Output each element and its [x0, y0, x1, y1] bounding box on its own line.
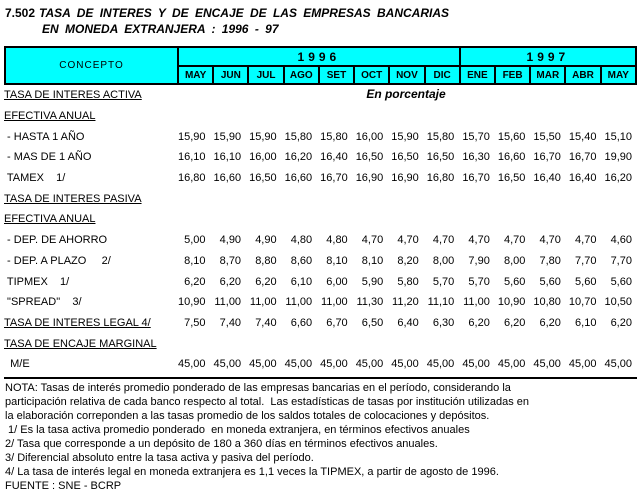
value-cell: 11,00 — [285, 296, 313, 309]
value-cell: 8,80 — [255, 254, 277, 267]
value-cell: 15,90 — [249, 130, 277, 143]
value-cell: 45,00 — [178, 358, 206, 371]
value-cell: 16,80 — [178, 172, 206, 185]
table-title-line2: EN MONEDA EXTRANJERA : 1996 - 97 — [42, 22, 279, 36]
value-cell: 6,10 — [290, 275, 313, 288]
value-cell: 8,10 — [326, 254, 348, 267]
year-header-row — [5, 47, 636, 66]
table-row — [4, 313, 637, 334]
note-line: NOTA: Tasas de interés promedio ponderado de las empresas bancarias en el período, considerando la — [5, 382, 511, 394]
value-cell: 16,40 — [533, 172, 561, 185]
value-cell: 7,40 — [255, 316, 277, 329]
value-cell: 45,00 — [568, 358, 597, 371]
table-bottom-rule — [4, 377, 637, 379]
row-label: TASA DE INTERES PASIVA — [4, 192, 142, 205]
value-cell: 16,70 — [568, 151, 597, 164]
table-body — [4, 85, 637, 375]
month-header-may-1996: MAY — [178, 66, 213, 84]
row-label: M/E — [4, 358, 30, 371]
value-cell: 8,00 — [503, 254, 526, 267]
value-cell: 6,00 — [326, 275, 348, 288]
value-cell: 15,70 — [462, 130, 490, 143]
value-cell: 16,10 — [213, 151, 242, 164]
value-cell: 6,20 — [610, 316, 632, 329]
value-cell: 45,00 — [533, 358, 561, 371]
unit-note: En porcentaje — [366, 87, 446, 101]
value-cell: 4,90 — [219, 234, 242, 247]
value-cell: 16,10 — [178, 151, 206, 164]
value-cell: 45,00 — [497, 358, 526, 371]
table-row — [4, 292, 637, 313]
value-cell: 16,90 — [355, 172, 384, 185]
table-row — [4, 230, 637, 251]
value-cell: 15,90 — [178, 130, 206, 143]
value-cell: 11,20 — [392, 296, 419, 309]
table-row — [4, 354, 637, 375]
value-cell: 5,60 — [503, 275, 526, 288]
value-cell: 4,80 — [326, 234, 348, 247]
value-cell: 4,70 — [503, 234, 526, 247]
value-cell: 16,50 — [391, 151, 419, 164]
value-cell: 16,50 — [497, 172, 526, 185]
value-cell: 16,90 — [391, 172, 419, 185]
row-label: EFECTIVA ANUAL — [4, 213, 96, 226]
value-cell: 5,60 — [575, 275, 597, 288]
value-cell: 10,80 — [533, 296, 561, 309]
value-cell: 4,60 — [610, 234, 632, 247]
value-cell: 16,60 — [497, 151, 526, 164]
value-cell: 7,80 — [539, 254, 561, 267]
month-header-jun-1996: JUN — [213, 66, 248, 84]
value-cell: 4,70 — [539, 234, 561, 247]
row-label: - HASTA 1 AÑO — [4, 130, 85, 143]
value-cell: 45,00 — [320, 358, 348, 371]
value-cell: 45,00 — [249, 358, 277, 371]
value-cell: 10,90 — [497, 296, 526, 309]
value-cell: 16,50 — [355, 151, 384, 164]
value-cell: 15,80 — [284, 130, 313, 143]
value-cell: 6,20 — [539, 316, 561, 329]
value-cell: 5,60 — [539, 275, 561, 288]
value-cell: 15,80 — [426, 130, 455, 143]
value-cell: 16,50 — [249, 172, 277, 185]
value-cell: 8,10 — [361, 254, 384, 267]
value-cell: 45,00 — [391, 358, 419, 371]
note-line: la elaboración correponden a las tasas promedio de los saldos totales de colocaciones y depósitos. — [5, 410, 490, 422]
value-cell: 15,10 — [604, 130, 632, 143]
value-cell: 45,00 — [355, 358, 384, 371]
value-cell: 15,60 — [497, 130, 526, 143]
value-cell: 16,80 — [426, 172, 455, 185]
note-line: 2/ Tasa que corresponde a un depósito de 180 a 360 días en términos efectivos anuales. — [5, 438, 438, 450]
value-cell: 11,00 — [214, 296, 242, 309]
note-line: 3/ Diferencial absoluto entre la tasa activa y pasiva del período. — [5, 452, 314, 464]
value-cell: 6,20 — [468, 316, 490, 329]
value-cell: 16,00 — [249, 151, 277, 164]
period-header-table — [4, 46, 637, 85]
value-cell: 16,70 — [533, 151, 561, 164]
note-line: 4/ La tasa de interés legal en moneda extranjera es 1,1 veces la TIPMEX, a partir de agosto de 1996. — [5, 466, 499, 478]
value-cell: 4,70 — [361, 234, 384, 247]
value-cell: 11,00 — [320, 296, 348, 309]
value-cell: 7,50 — [184, 316, 206, 329]
month-header-may-1997: MAY — [601, 66, 636, 84]
table-row — [4, 333, 637, 354]
value-cell: 45,00 — [462, 358, 490, 371]
value-cell: 7,70 — [575, 254, 597, 267]
value-cell: 11,30 — [356, 296, 384, 309]
value-cell: 15,40 — [568, 130, 597, 143]
value-cell: 8,10 — [184, 254, 206, 267]
value-cell: 16,40 — [320, 151, 348, 164]
row-label: - MAS DE 1 AÑO — [4, 151, 92, 164]
value-cell: 15,50 — [533, 130, 561, 143]
value-cell: 4,90 — [255, 234, 277, 247]
value-cell: 16,20 — [284, 151, 313, 164]
note-line: FUENTE : SNE - BCRP — [5, 480, 122, 492]
value-cell: 16,00 — [355, 130, 384, 143]
value-cell: 10,50 — [604, 296, 632, 309]
table-row — [4, 147, 637, 168]
value-cell: 8,00 — [432, 254, 455, 267]
concepto-header-cell: CONCEPTO — [5, 47, 178, 84]
value-cell: 15,90 — [391, 130, 419, 143]
table-row — [4, 209, 637, 230]
row-label: TIPMEX 1/ — [4, 275, 70, 288]
note-line: participación relativa de cada banco respecto al total. Las estadísticas de tasas por institución utilizadas en — [5, 396, 530, 408]
value-cell: 5,70 — [432, 275, 455, 288]
value-cell: 16,60 — [284, 172, 313, 185]
value-cell: 16,20 — [604, 172, 632, 185]
value-cell: 10,70 — [568, 296, 597, 309]
row-label: TASA DE INTERES ACTIVA — [4, 89, 142, 102]
value-cell: 45,00 — [426, 358, 455, 371]
row-label: "SPREAD" 3/ — [4, 296, 82, 309]
value-cell: 4,80 — [290, 234, 313, 247]
value-cell: 5,90 — [361, 275, 384, 288]
table-number: 7.502 — [5, 6, 36, 20]
month-header-set-1996: SET — [319, 66, 354, 84]
note-line: 1/ Es la tasa activa promedio ponderado en moneda extranjera, en términos efectivos anuales — [5, 424, 470, 436]
value-cell: 11,00 — [249, 296, 277, 309]
value-cell: 8,20 — [397, 254, 419, 267]
month-header-feb-1997: FEB — [495, 66, 530, 84]
month-header-mar-1997: MAR — [530, 66, 565, 84]
value-cell: 11,10 — [427, 296, 455, 309]
value-cell: 10,90 — [178, 296, 206, 309]
page-title — [5, 6, 449, 20]
value-cell: 11,00 — [463, 296, 490, 309]
row-label: TAMEX 1/ — [4, 172, 66, 185]
value-cell: 5,70 — [468, 275, 490, 288]
row-label: TASA DE INTERES LEGAL 4/ — [4, 316, 151, 329]
year-1997-header-cell: 1997 — [460, 47, 636, 66]
value-cell: 8,60 — [290, 254, 313, 267]
value-cell: 5,80 — [397, 275, 419, 288]
value-cell: 6,20 — [184, 275, 206, 288]
table-title-line1: TASA DE INTERES Y DE ENCAJE DE LAS EMPRESAS BANCARIAS — [39, 6, 449, 20]
value-cell: 7,70 — [610, 254, 632, 267]
value-cell: 15,90 — [213, 130, 242, 143]
value-cell: 45,00 — [213, 358, 242, 371]
value-cell: 6,70 — [326, 316, 348, 329]
value-cell: 6,20 — [255, 275, 277, 288]
table-row — [4, 251, 637, 272]
value-cell: 15,80 — [320, 130, 348, 143]
value-cell: 4,70 — [468, 234, 490, 247]
month-header-abr-1997: ABR — [565, 66, 600, 84]
value-cell: 16,40 — [568, 172, 597, 185]
value-cell: 6,10 — [575, 316, 597, 329]
table-row — [4, 85, 637, 106]
row-label: EFECTIVA ANUAL — [4, 110, 96, 123]
value-cell: 19,90 — [604, 151, 632, 164]
value-cell: 4,70 — [397, 234, 419, 247]
value-cell: 8,70 — [219, 254, 242, 267]
month-header-dic-1996: DIC — [425, 66, 460, 84]
value-cell: 16,60 — [213, 172, 242, 185]
value-cell: 45,00 — [284, 358, 313, 371]
table-row — [4, 188, 637, 209]
month-header-oct-1996: OCT — [354, 66, 389, 84]
month-header-ago-1996: AGO — [284, 66, 319, 84]
month-header-nov-1996: NOV — [389, 66, 424, 84]
month-header-jul-1996: JUL — [248, 66, 283, 84]
value-cell: 16,70 — [462, 172, 490, 185]
value-cell: 6,40 — [397, 316, 419, 329]
table-row — [4, 106, 637, 127]
month-header-ene-1997: ENE — [460, 66, 495, 84]
value-cell: 6,50 — [361, 316, 384, 329]
footnotes — [5, 381, 637, 493]
row-label: - DEP. DE AHORRO — [4, 234, 108, 247]
value-cell: 6,20 — [219, 275, 242, 288]
value-cell: 4,70 — [432, 234, 455, 247]
year-1996-header-cell: 1996 — [178, 47, 460, 66]
row-label: - DEP. A PLAZO 2/ — [4, 254, 111, 267]
value-cell: 7,90 — [468, 254, 490, 267]
value-cell: 7,40 — [219, 316, 242, 329]
value-cell: 5,00 — [184, 234, 206, 247]
value-cell: 16,70 — [320, 172, 348, 185]
value-cell: 5,60 — [610, 275, 632, 288]
value-cell: 45,00 — [604, 358, 632, 371]
table-row — [4, 126, 637, 147]
value-cell: 4,70 — [575, 234, 597, 247]
table-row — [4, 168, 637, 189]
value-cell: 6,20 — [503, 316, 526, 329]
value-cell: 6,60 — [290, 316, 313, 329]
value-cell: 16,30 — [462, 151, 490, 164]
row-label: TASA DE ENCAJE MARGINAL — [4, 337, 157, 350]
value-cell: 6,30 — [432, 316, 455, 329]
table-row — [4, 271, 637, 292]
value-cell: 16,50 — [426, 151, 455, 164]
